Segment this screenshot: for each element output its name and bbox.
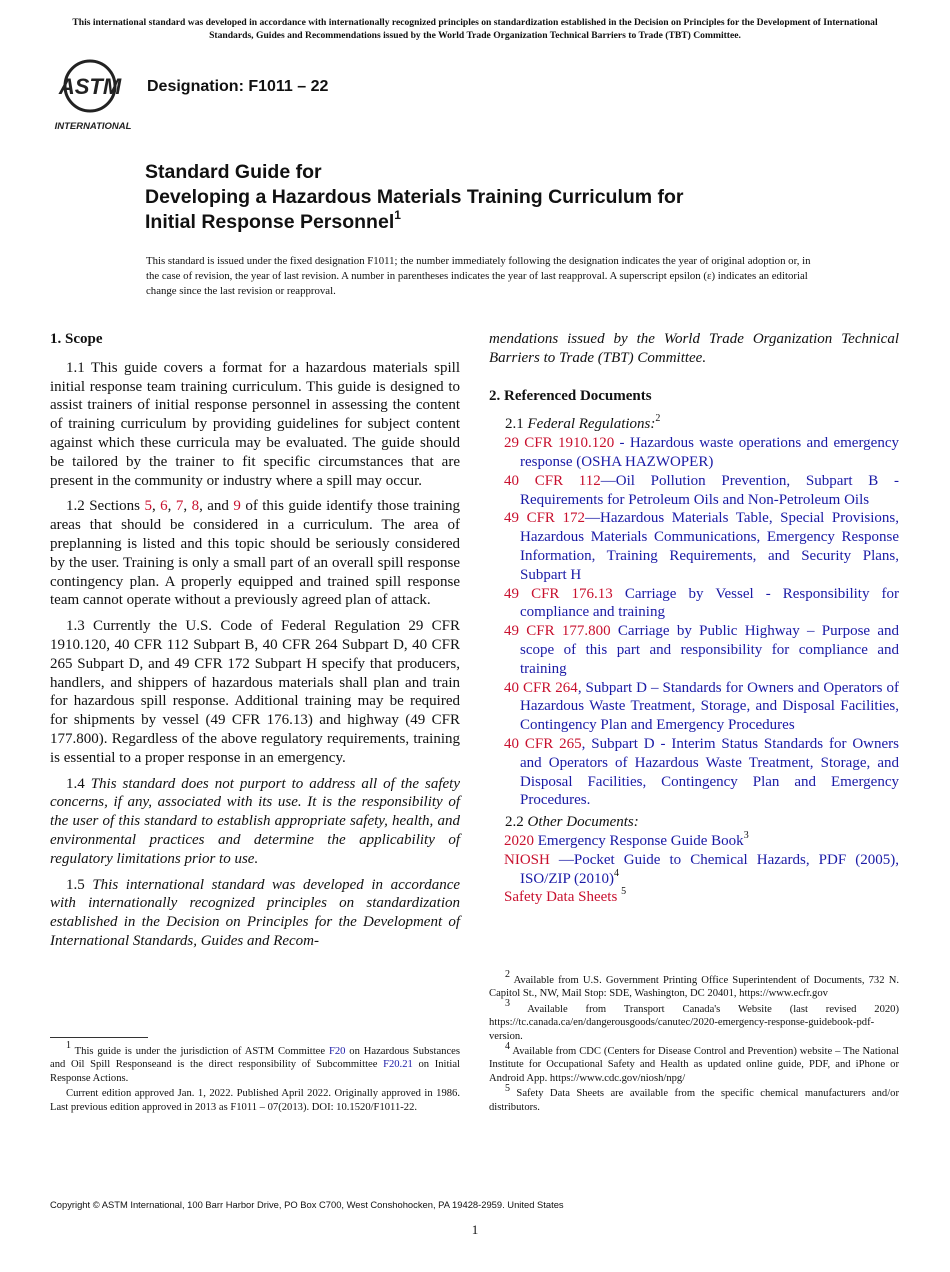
ref-code-link[interactable]: Safety Data Sheets (504, 889, 618, 906)
footnote-mark: 4 (505, 1040, 510, 1052)
footnote-mark: 3 (505, 998, 510, 1010)
section-link-6[interactable]: 6 (160, 498, 168, 515)
footnote-mark: 5 (621, 886, 627, 898)
separator: , and (199, 498, 234, 515)
edition-note: Current edition approved Jan. 1, 2022. Published April 2022. Originally approved in 1986. Last previous edition approved in 2013 as F1011 – 07(2013). DOI: 10.1520/F1011-22. (50, 1088, 460, 1113)
label-text: Other Documents: (527, 814, 639, 831)
footnote-4 (489, 1040, 899, 1085)
footnote-2 (489, 969, 899, 1001)
ref-code-link[interactable]: 40 CFR 264 (504, 679, 578, 696)
title-line-2: Developing a Hazardous Materials Training Curriculum for (145, 186, 684, 208)
left-footnotes (50, 1040, 460, 1116)
other-documents-label (489, 813, 899, 832)
ref-title-link[interactable]: Emergency Response Guide Book (534, 832, 744, 849)
title-line-3 (145, 207, 865, 235)
section-link-7[interactable]: 7 (175, 498, 184, 515)
designation: Designation: F1011 – 22 (147, 78, 329, 95)
para-1-5-continued: mendations issued by the World Trade Organization Technical Barriers to Trade (TBT) Committee. (489, 331, 899, 366)
federal-regulations-list (489, 434, 899, 810)
label-num: 2.2 (505, 814, 528, 831)
other-documents-list (489, 829, 899, 907)
para-1-3: 1.3 Currently the U.S. Code of Federal Regulation 29 CFR 1910.120, 40 CFR 112 Subpart B, 40 CFR 264 Subpart D, 40 CFR 265 Subpart D, and 49 CFR 172 Subpart H specify that producers, handlers, and shippers of hazardous materials shall plan and train for hazardous spill response. Additional training may be required for shipments by vessel (49 CFR 176.13) and highway (49 CFR 177.800). Regardless of the above regulatory requirements, training is essential to a proper response in an emergency. (50, 618, 460, 766)
footnote-text: Available from U.S. Government Printing Office Superintendent of Documents, 732 N. Capitol St., NW, Mail Stop: SDE, Washington, DC 20401, https://www.ecfr.gov (489, 975, 899, 1000)
federal-regulations-label (489, 415, 899, 434)
ref-item (489, 509, 899, 584)
ref-title-link[interactable]: , Subpart D – Standards for Owners and Operators of Hazardous Waste Treatment, Storage, and Disposal Facilities, Contingency Plan and Emergency Procedures (520, 679, 899, 734)
ref-code-link[interactable]: NIOSH (504, 851, 550, 868)
para-1-4-num: 1.4 (66, 775, 91, 792)
para-1-5-num: 1.5 (66, 876, 93, 893)
title-footnote-mark: 1 (394, 207, 401, 222)
footnote-text: Available from Transport Canada's Website (last revised 2020) https://tc.canada.ca/en/dangerousgoods/canutec/2020-emergency-response-guidebook-pdf-version. (489, 1003, 899, 1042)
ref-code-link[interactable]: 40 CFR 112 (504, 472, 601, 489)
para-1-2 (50, 497, 460, 610)
footnote-mark: 1 (66, 1040, 71, 1052)
para-1-2-suffix: of this guide identify those training areas that should be considered in a curriculum. The area of preplanning is listed and this topic should be seriously considered by the user. Training is only a small part of an overall spill response contingency plan. A properly equipped and trained spill response team cannot operate without a previously agreed plan of attack. (50, 498, 461, 609)
section-link-8[interactable]: 8 (191, 498, 200, 515)
separator: , (183, 498, 192, 515)
astm-logo (50, 56, 136, 134)
footnote-mark: 2 (505, 969, 510, 981)
footnote-mark: 5 (505, 1082, 510, 1094)
ref-title-link[interactable]: —Hazardous Materials Table, Special Provisions, Hazardous Materials Communications, Emergency Response Information, Training Requirements, and Security Plans, Subpart H (520, 510, 899, 583)
issuance-note: This standard is issued under the fixed designation F1011; the number immediately following the designation indicates the year of original adoption or, in the case of revision, the year of last revision. A number in parentheses indicates the year of last reapproval. A superscript epsilon (ε) indicates an editorial change since the last revision or reapproval. (146, 255, 811, 298)
ref-title-link[interactable]: - Hazardous waste operations and emergency response (OSHA HAZWOPER) (520, 435, 899, 470)
ref-item (489, 735, 899, 810)
ref-code-link[interactable]: 40 CFR 265 (504, 735, 582, 752)
footnote-text: on Hazardous Substances and Oil Spill Responseand is the direct responsibility of Subcommittee (50, 1046, 460, 1071)
ref-code-link[interactable]: 49 CFR 177.800 (504, 623, 611, 640)
para-1-5 (50, 876, 460, 951)
left-column (50, 330, 460, 958)
label-num: 2.1 (505, 416, 528, 433)
copyright-notice: Copyright © ASTM International, 100 Barr Harbor Drive, PO Box C700, West Conshohocken, PA 19428-2959. United States (50, 1199, 564, 1210)
referenced-documents-heading: 2. Referenced Documents (489, 387, 652, 404)
para-1-4 (50, 775, 460, 869)
ref-code-link[interactable]: 49 CFR 176.13 (504, 585, 613, 602)
ref-item (489, 434, 899, 472)
tbt-notice: This international standard was developed in accordance with internationally recognized principles on standardization established in the Decision on Principles for the Development of International Standards, Guides and Recommendations issued by the World Trade Organization Technical Barriers to Trade (TBT) Committee. (72, 17, 878, 41)
ref-item (489, 622, 899, 678)
ref-item (489, 829, 899, 851)
title-line-1: Standard Guide for (145, 161, 322, 183)
ref-item (489, 679, 899, 735)
ref-item (489, 585, 899, 623)
logo-text: ASTM (58, 74, 122, 99)
ref-title-link[interactable]: —Pocket Guide to Chemical Hazards, PDF (2005), ISO/ZIP (2010) (520, 851, 899, 887)
footnote-text: on Initial Response Actions. (50, 1059, 460, 1084)
scope-heading: 1. Scope (50, 331, 103, 347)
para-1-4-text: This standard does not purport to address all of the safety concerns, if any, associated with its use. It is the responsibility of the user of this standard to establish appropriate safety, health, and environmental practices and determine the applicability of regulatory limitations prior to use. (50, 775, 461, 867)
para-1-2-prefix: 1.2 Sections (66, 498, 145, 515)
title-line-3-text: Initial Response Personnel (145, 211, 395, 233)
label-text: Federal Regulations: (527, 416, 656, 433)
footnote-mark: 2 (655, 413, 661, 425)
footnote-text: Safety Data Sheets are available from the specific chemical manufacturers and/or distributors. (489, 1088, 899, 1113)
section-link-9[interactable]: 9 (233, 498, 241, 515)
separator: , (151, 498, 161, 515)
ref-title-link[interactable]: , Subpart D - Interim Status Standards for Owners and Operators of Hazardous Waste Treatment, Storage, and Disposal Facilities, Contingency Plan and Emergency Procedures. (520, 735, 899, 809)
committee-link-f20[interactable]: F20 (328, 1046, 346, 1057)
footnote-5 (489, 1082, 899, 1114)
ref-item (489, 851, 899, 889)
section-link-5[interactable]: 5 (144, 498, 152, 515)
footnote-3 (489, 998, 899, 1043)
ref-item (489, 472, 899, 510)
separator: , (167, 498, 176, 515)
ref-code-link[interactable]: 29 CFR 1910.120 (504, 435, 615, 452)
footnote-mark: 3 (743, 829, 749, 841)
document-title (145, 160, 865, 235)
para-1-1: 1.1 This guide covers a format for a hazardous materials spill initial response team training curriculum. This guide is designed to assist trainers of initial response personnel in assessing the content of training curriculum by providing guidelines for subject content against which these curricula may be evaluated. The guide should be tailored by the trainer to fit specific circumstances that are present in the community or industry where a spill may occur. (50, 359, 460, 489)
ref-code-link[interactable]: 49 CFR 172 (504, 510, 586, 527)
right-footnotes (489, 969, 899, 1116)
footnote-1 (50, 1040, 460, 1085)
footnote-text: This guide is under the jurisdiction of ASTM Committee (71, 1046, 329, 1057)
page-number: 1 (471, 1222, 479, 1237)
footnote-mark: 4 (614, 867, 620, 879)
logo-subtext: INTERNATIONAL (54, 121, 132, 132)
footnote-divider (50, 1037, 148, 1038)
ref-item (489, 888, 899, 907)
para-1-5-text: This international standard was developed in accordance with internationally recognized principles on standardization established in the Decision on Principles for the Development of International Standards, Guides and Recom- (50, 876, 461, 949)
ref-title-link[interactable]: Carriage by Vessel - Responsibility for compliance and training (520, 585, 900, 621)
footnote-text: Available from CDC (Centers for Disease Control and Prevention) website – The National Institute for Occupational Safety and Health as updated online guide, PDF, and iPhone or Android App. https://www.cdc.gov/niosh/npg/ (489, 1046, 899, 1084)
ref-title-link[interactable]: —Oil Pollution Prevention, Subpart B - Requirements for Petroleum Oils and Non-Petroleum Oils (520, 472, 899, 508)
right-column (489, 330, 899, 907)
ref-title-link[interactable]: Carriage by Public Highway – Purpose and scope of this part and responsibility for compliance and training (520, 623, 900, 677)
ref-code-link[interactable]: 2020 (504, 832, 534, 849)
subcommittee-link-f20-21[interactable]: F20.21 (383, 1059, 413, 1071)
